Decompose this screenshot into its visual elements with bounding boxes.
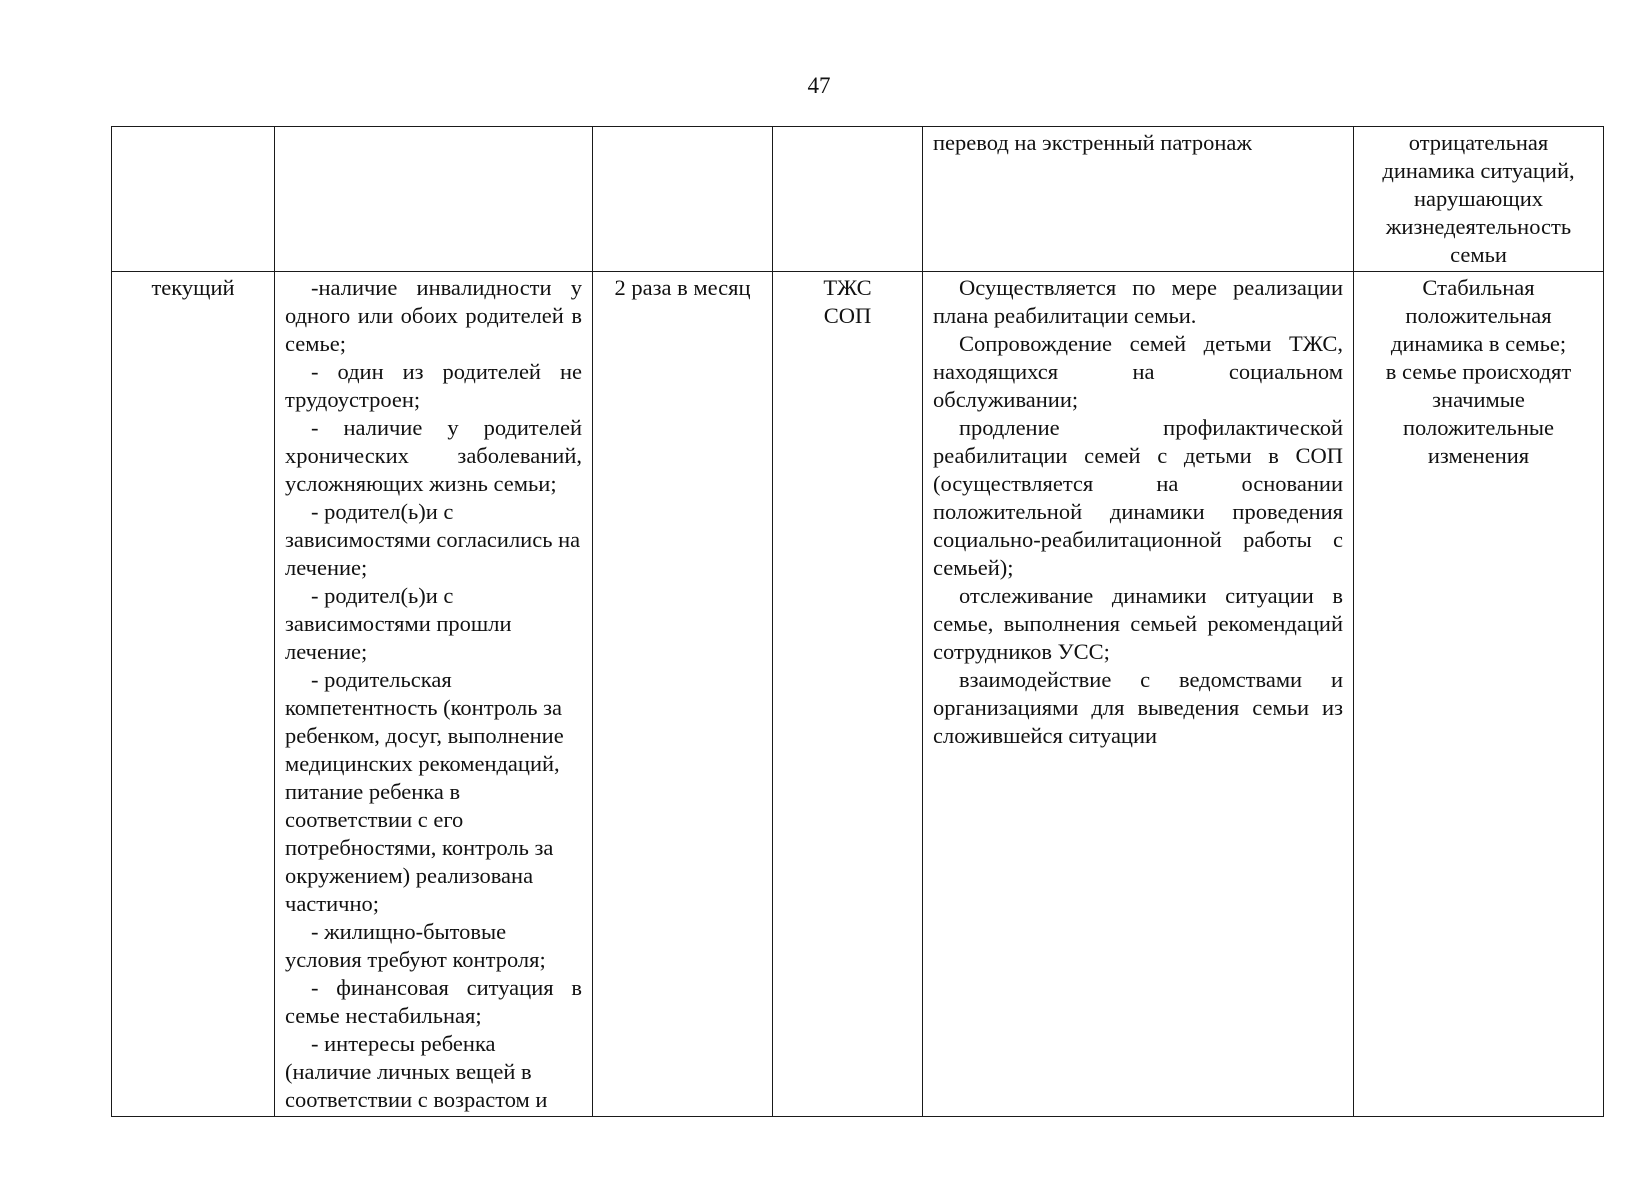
- criteria-item: - наличие у родителей хронических заболеваний, усложняющих жизнь семьи;: [285, 415, 582, 496]
- criteria-item: -наличие инвалидности у одного или обоих родителей в семье;: [285, 275, 582, 356]
- table-row: [112, 272, 1604, 1117]
- measures-item: взаимодействие с ведомствами и организациями для выведения семьи из сложившейся ситуации: [933, 667, 1343, 748]
- page-number: 47: [807, 73, 831, 98]
- measures-item: Сопровождение семей детьми ТЖС, находящихся на социальном обслуживании;: [933, 331, 1343, 412]
- criteria-item: - жилищно-бытовые условия требуют контроля;: [285, 919, 546, 972]
- measures-cell: [923, 127, 1354, 272]
- rehabilitation-plan-table: [111, 126, 1604, 1117]
- criteria-item: - родител(ь)и с зависимостями прошли лечение;: [285, 583, 512, 664]
- result-text: отрицательная динамика ситуаций, нарушающих жизнедеятельность семьи: [1382, 130, 1575, 267]
- criteria-item: - родител(ь)и с зависимостями согласились на лечение;: [285, 499, 581, 580]
- measures-text: перевод на экстренный патронаж: [933, 130, 1252, 155]
- measures-item: отслеживание динамики ситуации в семье, выполнения семьей рекомендаций сотрудников УСС;: [933, 583, 1343, 664]
- result-text: в семье происходят значимые положительные изменения: [1385, 359, 1572, 468]
- frequency-text: 2 раза в месяц: [614, 275, 751, 300]
- table-row: [112, 127, 1604, 272]
- category-cell: [773, 272, 923, 1117]
- frequency-cell-empty: [593, 127, 773, 272]
- stage-text: текущий: [151, 275, 235, 300]
- criteria-cell-empty: [275, 127, 593, 272]
- criteria-item: - интересы ребенка (наличие личных вещей в соответствии с возрастом и: [285, 1031, 548, 1112]
- criteria-item: - один из родителей не трудоустроен;: [285, 359, 582, 412]
- category-cell-empty: [773, 127, 923, 272]
- category-sop: СОП: [823, 303, 872, 328]
- measures-item: продление профилактической реабилитации семей с детьми в СОП (осуществляется на основании положительной динамики проведения социально-реабилитационной работы с семьей);: [933, 415, 1343, 580]
- stage-cell: [112, 272, 275, 1117]
- criteria-cell: [275, 272, 593, 1117]
- result-cell: [1354, 272, 1604, 1117]
- criteria-item: - родительская компетентность (контроль за ребенком, досуг, выполнение медицинских рекомендаций, питание ребенка в соответствии с его потребностями, контроль за окружением) реализована частично;: [285, 667, 564, 916]
- frequency-cell: [593, 272, 773, 1117]
- category-tjs: ТЖС: [823, 275, 872, 300]
- criteria-item: - финансовая ситуация в семье нестабильная;: [285, 975, 582, 1028]
- result-cell: [1354, 127, 1604, 272]
- result-text: Стабильная положительная динамика в семье;: [1390, 275, 1567, 356]
- measures-item: Осуществляется по мере реализации плана реабилитации семьи.: [933, 275, 1343, 328]
- stage-cell-empty: [112, 127, 275, 272]
- measures-cell: [923, 272, 1354, 1117]
